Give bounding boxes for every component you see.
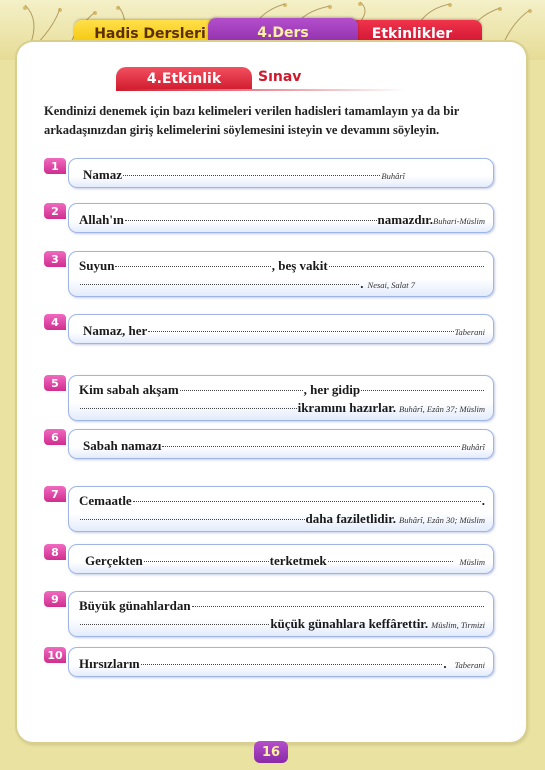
question-text: Büyük günahlardan [79, 598, 191, 613]
source: Taberani [454, 327, 485, 337]
question-4 [44, 314, 494, 342]
answer-box[interactable]: Hırsızların . Taberani [68, 647, 494, 677]
question-text: daha faziletlidir. [305, 511, 397, 526]
blank-line[interactable] [144, 561, 269, 562]
source: Buhârî, Ezân 30; Müslim [399, 515, 485, 525]
answer-box[interactable] [68, 544, 494, 574]
tab-ders[interactable]: 4.Ders [208, 18, 358, 48]
blank-line[interactable] [180, 390, 303, 391]
question-7 [44, 486, 494, 530]
question-text: Kim sabah akşam [79, 382, 179, 397]
blank-line[interactable] [123, 175, 380, 176]
answer-box[interactable]: Suyun , beş vakit . Nesai, Salat 7 [68, 251, 494, 297]
question-text: Suyun [79, 258, 115, 273]
blank-line[interactable] [141, 664, 443, 665]
question-text: Gerçekten [85, 553, 143, 568]
activity-label: 4.Etkinlik [116, 67, 252, 91]
source: Müslim, Tirmizi [431, 620, 485, 630]
answer-box[interactable] [68, 591, 494, 637]
blank-line[interactable] [148, 331, 453, 332]
blank-line[interactable] [192, 606, 484, 607]
blank-line[interactable] [80, 284, 359, 285]
question-number: 4 [44, 314, 66, 330]
question-number: 6 [44, 429, 66, 445]
source: Nesai, Salat 7 [367, 280, 415, 290]
tab-hadis-dersleri[interactable]: Hadis Dersleri [74, 20, 226, 47]
answer-box[interactable] [68, 314, 494, 344]
question-text: Allah'ın [79, 212, 124, 227]
answer-box[interactable] [68, 429, 494, 459]
blank-line[interactable] [80, 624, 269, 625]
tab-etkinlikler[interactable]: Etkinlikler [342, 20, 482, 47]
question-text: , beş vakit [271, 258, 328, 273]
question-number: 7 [44, 486, 66, 502]
question-number: 1 [44, 158, 66, 174]
source: Buhari-Müslim [433, 216, 485, 226]
question-8 [44, 544, 494, 572]
page-number: 16 [254, 741, 288, 763]
question-3 [44, 251, 494, 295]
question-9 [44, 591, 494, 635]
question-text: Cemaatle [79, 493, 132, 508]
activity-underline [116, 89, 406, 91]
source: Buhârî [461, 442, 485, 452]
answer-box[interactable] [68, 203, 494, 233]
question-text: , her gidip [303, 382, 361, 397]
answer-box[interactable] [68, 375, 494, 421]
question-text: namazdır. [377, 212, 434, 227]
blank-line[interactable] [80, 408, 297, 409]
question-text: Hırsızların [79, 656, 140, 671]
source: Müslim [459, 557, 486, 567]
source: Buhârî [381, 171, 405, 181]
question-text: Namaz [83, 167, 122, 182]
answer-box[interactable] [68, 158, 494, 188]
source: Taberani [454, 660, 485, 670]
question-text: ikramını hazırlar. [297, 400, 397, 415]
source: Buhârî, Ezân 37; Müslim [399, 404, 485, 414]
question-1 [44, 158, 494, 186]
blank-line[interactable] [162, 446, 460, 447]
question-2 [44, 203, 494, 231]
question-10 [44, 647, 494, 675]
question-number: 10 [44, 647, 66, 663]
question-number: 9 [44, 591, 66, 607]
blank-line[interactable] [361, 390, 484, 391]
question-text: Namaz, her [83, 323, 148, 338]
blank-line[interactable] [329, 266, 484, 267]
question-number: 5 [44, 375, 66, 391]
blank-line[interactable] [328, 561, 453, 562]
question-number: 2 [44, 203, 66, 219]
answer-box[interactable]: Cemaatle . daha faziletlidir. Buhârî, Ezân 30; Müslim [68, 486, 494, 532]
blank-line[interactable] [125, 220, 377, 221]
question-text: Sabah namazı [83, 438, 162, 453]
question-5 [44, 375, 494, 419]
blank-line[interactable] [133, 501, 481, 502]
question-6 [44, 429, 494, 457]
blank-line[interactable] [115, 266, 270, 267]
question-number: 8 [44, 544, 66, 560]
blank-line[interactable] [80, 519, 305, 520]
question-text: terketmek [269, 553, 327, 568]
question-number: 3 [44, 251, 66, 267]
instructions: Kendinizi denemek için bazı kelimeleri verilen hadisleri tamamlayın ya da bir arkadaşınızdan giriş kelimelerini söylemesini isteyin ve devamını söyleyin. [44, 104, 460, 137]
activity-title: Sınav [258, 69, 302, 85]
question-text: küçük günahlara keffârettir. [270, 616, 429, 631]
